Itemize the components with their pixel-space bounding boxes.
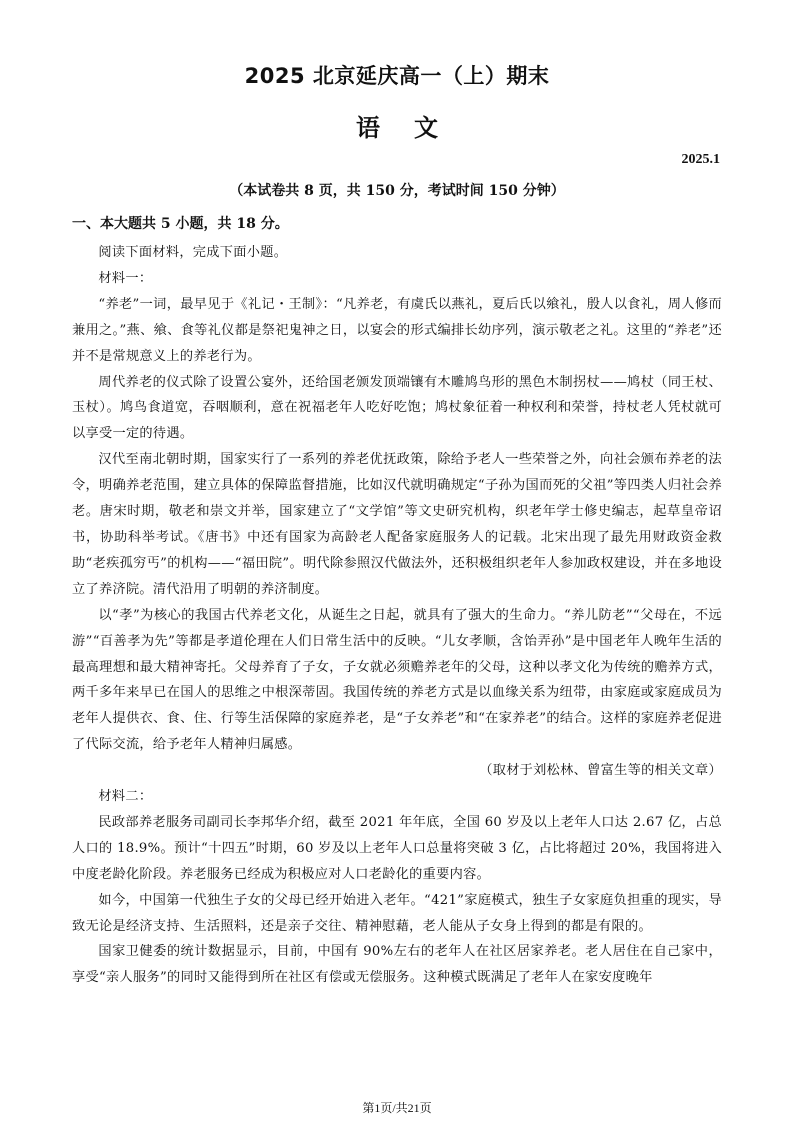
article-body [72,240,722,991]
instruction-paragraph: 阅读下面材料，完成下面小题。 [98,245,288,260]
body-paragraph: 国家卫健委的统计数据显示，目前，中国有 90%左右的老年人在社区居家养老。老人居住在自己家中，享受“亲人服务”的同时又能得到所在社区有偿或无偿服务。这种模式既满足了老年人在家安度晚年 [72,944,722,986]
body-paragraph: 以“孝”为核心的我国古代养老文化，从诞生之日起，就具有了强大的生命力。“养儿防老”“父母在，不远游”“百善孝为先”等都是孝道伦理在人们日常生活中的反映。“儿女孝顺，含饴弄孙”是中国老年人晚年生活的最高理想和最大精神寄托。父母养育了子女，子女就必须赡养老年的父母，这种以孝文化为传统的赡养方式，两千多年来早已在国人的思维之中根深蒂固。我国传统的养老方式是以血缘关系为纽带，由家庭或家庭成员为老年人提供衣、食、住、行等生活保障的家庭养老，是“子女养老”和“在家养老”的结合。这样的家庭养老促进了代际交流，给予老年人精神归属感。 [72,607,722,753]
material-one-label: 材料一： [98,270,153,286]
page-title: 2025 北京延庆高一（上）期末 [244,64,550,88]
body-paragraph: 汉代至南北朝时期，国家实行了一系列的养老优抚政策，除给予老人一些荣誉之外，向社会颁布养老的法令，明确养老范围，建立具体的保障监督措施，比如汉代就明确规定“子孙为国而死的父祖”等四类人归社会养老。唐宋时期，敬老和崇文并举，国家建立了“文学馆”等文史研究机构，织老年学士修史编志，起草皇帝诏书，协助科举考试。《唐书》中还有国家为高龄老人配备家庭服务人的记载。北宋出现了最先用财政资金救助“老疾孤穷丐”的机构——“福田院”。明代除参照汉代做法外，还积极组织老年人参加政权建设，并在多地设立了养济院。清代沿用了明朝的养济制度。 [72,452,722,597]
body-paragraph: 周代养老的仪式除了设置公宴外，还给国老颁发顶端镶有木雕鸠鸟形的黑色木制拐杖——鸠杖（同王杖、玉杖）。鸠鸟食道宽，吞咽顺利，意在祝福老年人吃好吃饱；鸠杖象征着一种权利和荣誉，持杖老人凭杖就可以享受一定的待遇。 [72,374,722,442]
exam-date: 2025.1 [681,152,720,167]
body-paragraph: 如今，中国第一代独生子女的父母已经开始进入老年。“421”家庭模式，独生子女家庭负担重的现实，导致无论是经济支持、生活照料，还是亲子交往、精神慰藉，老人能从子女身上得到的都是有限的。 [72,892,722,934]
material-two-label: 材料二： [98,789,153,805]
body-paragraph: 民政部养老服务司副司长李邦华介绍，截至 2021 年年底，全国 60 岁及以上老年人口达 2.67 亿，占总人口的 18.9%。预计“十四五”时期，60 岁及以上老年人口总量将突破 3 亿，占比将超过 20%，我国将进入中度老龄化阶段。养老服务已经成为积极应对人口老龄化的重要内容。 [72,814,722,882]
exam-info: （本试卷共 8 页，共 150 分，考试时间 150 分钟） [229,183,565,199]
section-heading: 一、本大题共 5 小题，共 18 分。 [72,216,289,232]
body-paragraph: “养老”一词，最早见于《礼记・王制》：“凡养老，有虞氏以燕礼，夏后氏以飨礼，殷人以食礼，周人修而兼用之。”燕、飨、食等礼仪都是祭祀鬼神之日，以宴会的形式编排长幼序列，演示敬老之礼。这里的“养老”还并不是常规意义上的养老行为。 [72,296,722,364]
subject-title: 语文 [356,113,472,142]
page-number: 第1页/共21页 [362,1101,432,1115]
source-citation: （取材于刘松林、曾富生等的相关文章） [479,763,722,779]
